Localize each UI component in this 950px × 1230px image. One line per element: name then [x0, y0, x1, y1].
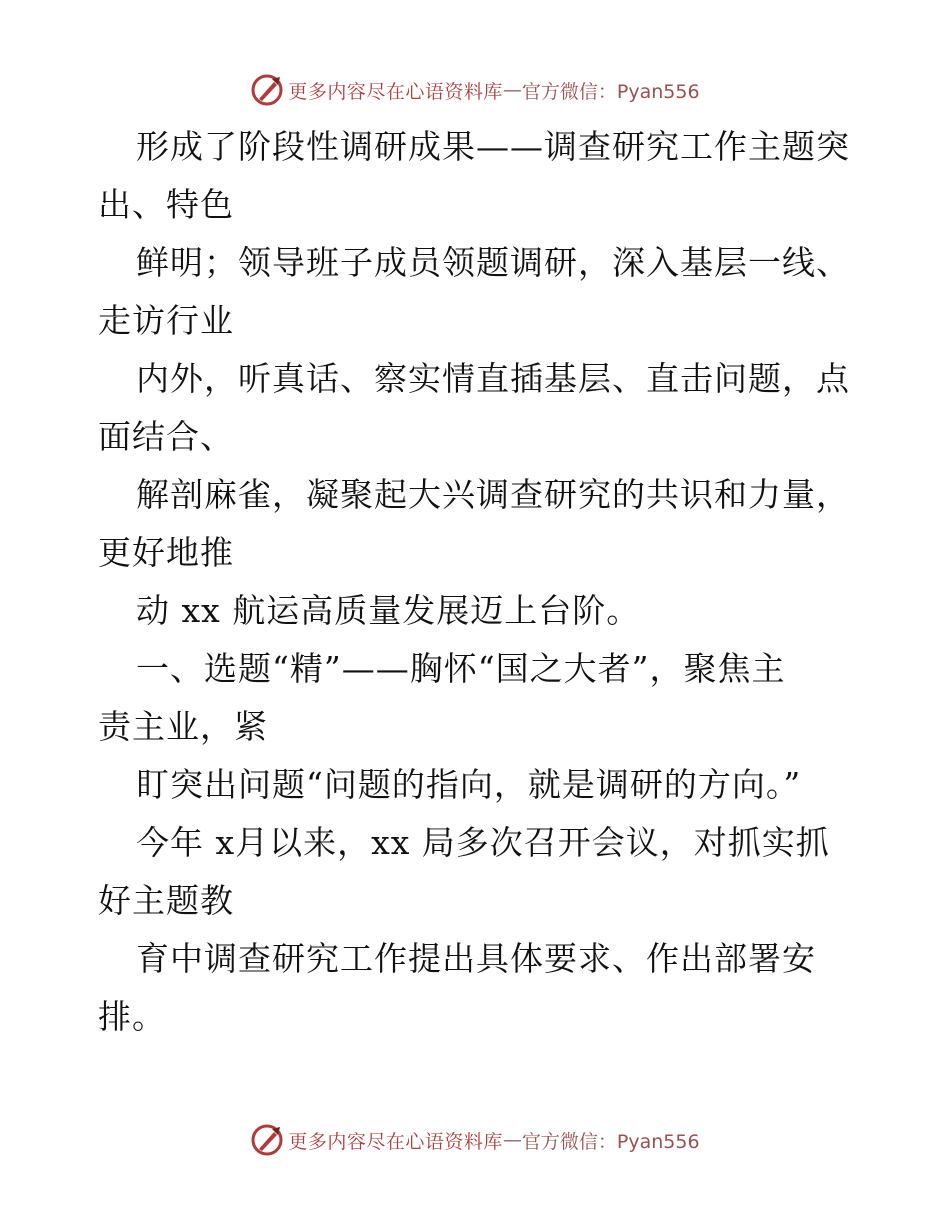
body-line: 动 xx 航运高质量发展迈上台阶。 [136, 591, 641, 630]
footer-banner-separator: — [502, 1129, 522, 1151]
body-line: 内外，听真话、察实情直插基层、直击问题，点 [136, 359, 850, 398]
footer-banner-text: 更多内容尽在心语资料库 [288, 1130, 503, 1153]
body-line: 更好地推 [98, 533, 234, 572]
quill-pen-logo-icon [250, 1123, 284, 1157]
body-line: 鲜明；领导班子成员领题调研，深入基层一线、 [136, 243, 850, 282]
body-line: 出、特色 [98, 185, 234, 224]
body-line: 解剖麻雀，凝聚起大兴调查研究的共识和力量， [136, 475, 850, 514]
body-line: 形成了阶段性调研成果——调查研究工作主题突 [136, 127, 850, 166]
body-line: 盯突出问题“问题的指向，就是调研的方向。” [136, 765, 802, 804]
body-line: 今年 x月以来，xx 局多次召开会议，对抓实抓 [136, 823, 830, 862]
body-line: 一、选题“精”——胸怀“国之大者”，聚焦主 [136, 649, 786, 688]
footer-banner [0, 1120, 950, 1160]
footer-banner-wechat: 官方微信：Pyan556 [521, 1130, 700, 1153]
body-line: 责主业，紧 [98, 707, 268, 746]
header-banner [0, 70, 950, 110]
header-banner-text: 更多内容尽在心语资料库 [288, 80, 503, 103]
document-body [98, 118, 858, 1046]
body-line: 面结合、 [98, 417, 234, 456]
quill-pen-logo-icon [250, 73, 284, 107]
header-banner-wechat: 官方微信：Pyan556 [521, 80, 700, 103]
body-line: 育中调查研究工作提出具体要求、作出部署安 [136, 939, 816, 978]
header-banner-separator: — [502, 79, 522, 101]
body-line: 好主题教 [98, 881, 234, 920]
body-line: 走访行业 [98, 301, 234, 340]
body-line: 排。 [98, 997, 166, 1036]
